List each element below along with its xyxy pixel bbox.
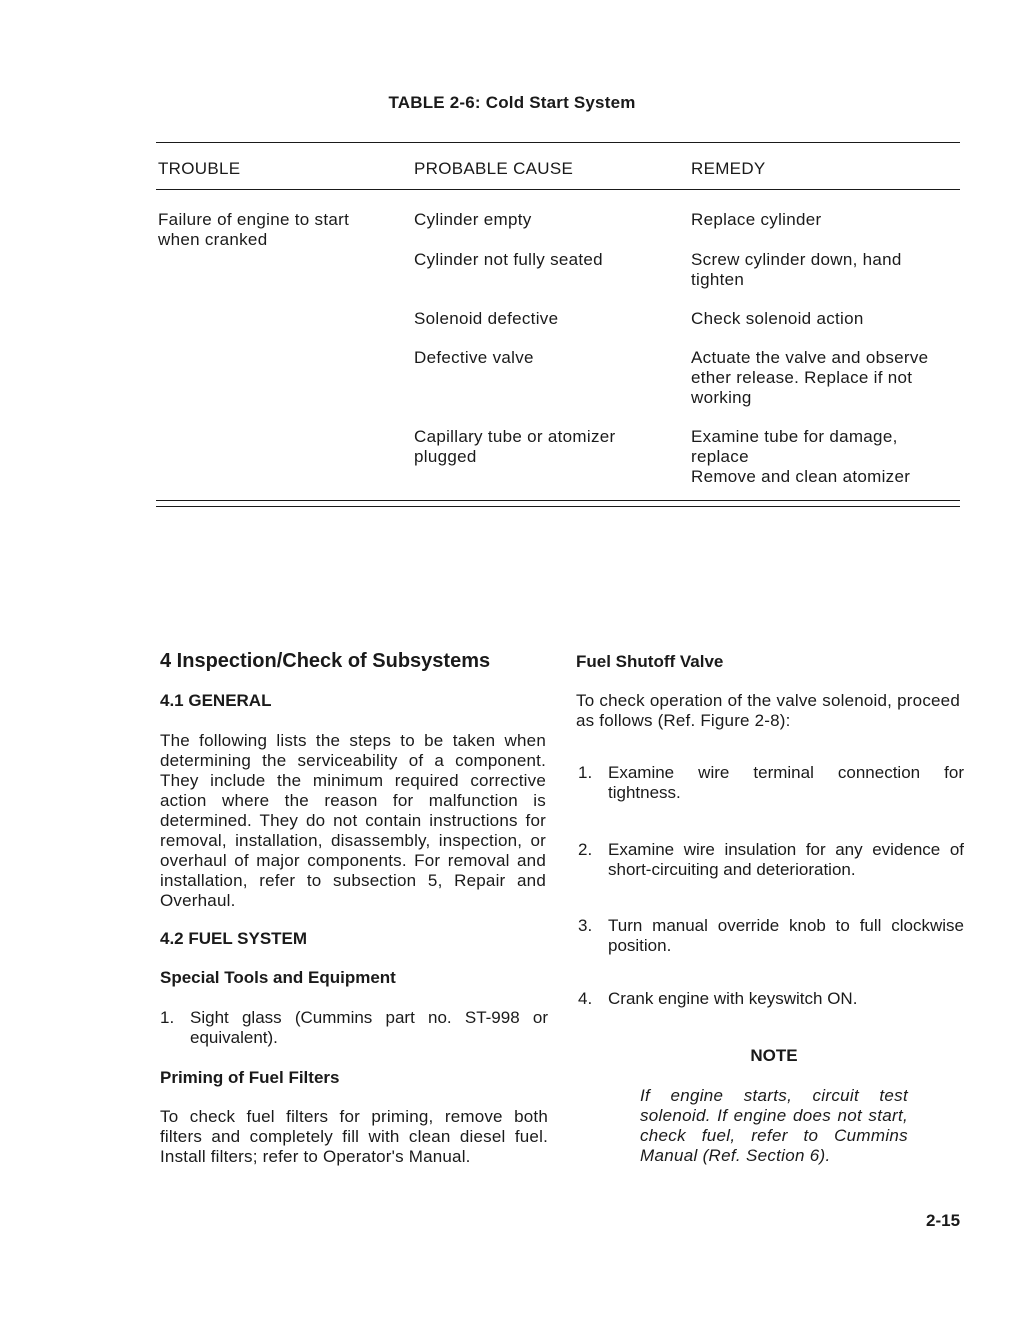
cause-cell: Defective valve xyxy=(414,348,534,367)
remedy-cell: Replace cylinder xyxy=(691,210,822,229)
step-text: Crank engine with keyswitch ON. xyxy=(608,989,858,1008)
tools-heading: Special Tools and Equipment xyxy=(160,968,396,987)
remedy-cell: Check solenoid action xyxy=(691,309,864,328)
remedy-cell: Examine tube for damage, replace xyxy=(691,427,898,466)
remedy-cell: Remove and clean atomizer xyxy=(691,467,911,486)
step-text: Examine wire terminal connection for tightness. xyxy=(608,763,964,802)
cause-cell: Cylinder not fully seated xyxy=(414,250,603,269)
general-heading: 4.1 GENERAL xyxy=(160,691,272,710)
priming-paragraph: To check fuel filters for priming, remove both filters and completely fill with clean diesel fuel. Install filters; refer to Operator's Manual. xyxy=(160,1107,548,1166)
step-text: Turn manual override knob to full clockwise position. xyxy=(608,916,964,955)
priming-heading: Priming of Fuel Filters xyxy=(160,1068,340,1087)
list-number: 1. xyxy=(160,1008,175,1027)
list-text: Sight glass (Cummins part no. ST-998 or equivalent). xyxy=(190,1008,548,1047)
step-number: 1. xyxy=(578,763,593,782)
header-probable-cause: PROBABLE CAUSE xyxy=(414,159,574,178)
header-remedy: REMEDY xyxy=(691,159,766,178)
trouble-text: Failure of engine to start when cranked xyxy=(158,210,350,249)
note-title: NOTE xyxy=(750,1046,798,1065)
cause-cell: Capillary tube or atomizer plugged xyxy=(414,427,616,466)
remedy-cell: Screw cylinder down, hand tighten xyxy=(691,250,902,289)
table-top-rule xyxy=(156,142,960,143)
remedy-cell: Actuate the valve and observe ether release. Replace if not working xyxy=(691,348,929,407)
shutoff-intro: To check operation of the valve solenoid, proceed as follows (Ref. Figure 2-8): xyxy=(576,691,960,730)
header-trouble: TROUBLE xyxy=(158,159,241,178)
page-number: 2-15 xyxy=(926,1211,961,1230)
step-text: Examine wire insulation for any evidence of short-circuiting and deterioration. xyxy=(608,840,964,879)
step-number: 2. xyxy=(578,840,593,859)
cause-cell: Solenoid defective xyxy=(414,309,559,328)
table-bottom-rule xyxy=(156,500,960,501)
table-bottom-rule xyxy=(156,506,960,507)
general-paragraph: The following lists the steps to be taken when determining the serviceability of a component. They include the minimum required corrective action where the reason for malfunction is determined. They do not contain instructions for removal, installation, disassembly, inspection, or overhaul of major components. For removal and installation, refer to subsection 5, Repair and Overhaul. xyxy=(160,731,546,910)
note-text: If engine starts, circuit test solenoid. If engine does not start, check fuel, refer to Cummins Manual (Ref. Section 6). xyxy=(640,1086,908,1165)
fuel-shutoff-heading: Fuel Shutoff Valve xyxy=(576,652,724,671)
step-number: 3. xyxy=(578,916,593,935)
cause-cell: Cylinder empty xyxy=(414,210,532,229)
step-number: 4. xyxy=(578,989,593,1008)
header-rule xyxy=(156,189,960,190)
fuel-system-heading: 4.2 FUEL SYSTEM xyxy=(160,929,308,948)
table-title: TABLE 2-6: Cold Start System xyxy=(388,93,636,112)
section-title: 4 Inspection/Check of Subsystems xyxy=(160,650,491,672)
